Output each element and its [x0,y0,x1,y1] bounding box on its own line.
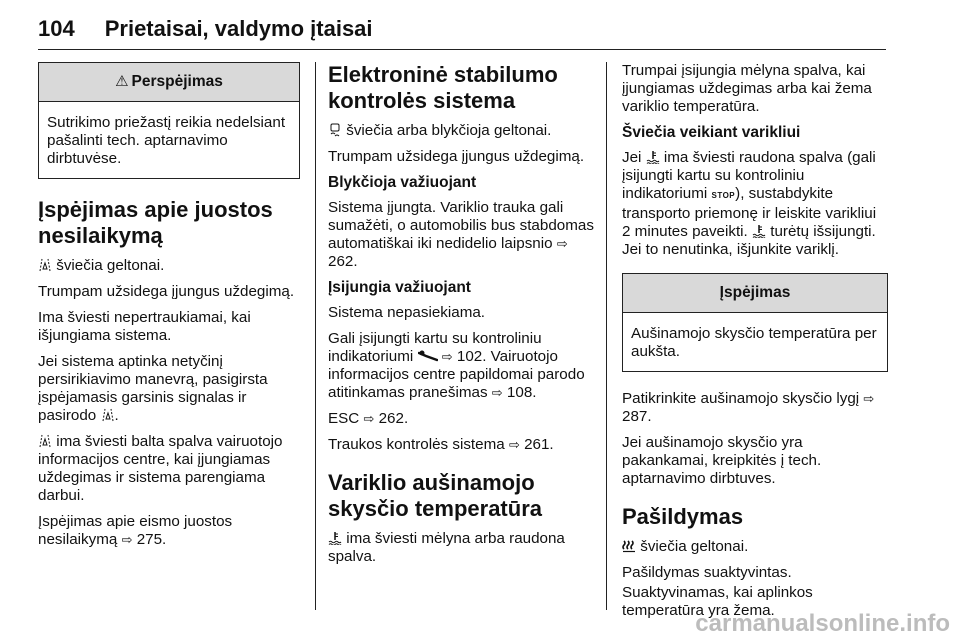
section-title-esc: Elektroninė stabilumo kontrolės sistema [328,62,558,113]
warning-triangle-icon: ⚠ [115,73,129,90]
subheading-blinking: Blykčioja važiuojant [328,174,477,191]
subheading-engine-running: Šviečia veikiant varikliui [622,124,801,141]
paragraph: šviečia arba blykčioja geltonai. [328,122,600,140]
paragraph: Trumpam užsidega įjungus uždegimą. [38,283,295,300]
header-rule [38,49,886,50]
page-header [38,16,373,42]
column-1 [38,62,300,557]
page-ref[interactable]: 287. [622,408,652,425]
page-title: Prietaisai, valdymo įtaisai [104,16,373,41]
paragraph: šviečia geltonai. [38,257,300,275]
page-ref-icon: ⇨ [363,411,375,426]
stop-indicator-icon: STOP [711,191,736,200]
lane-departure-icon [38,434,52,448]
coolant-temperature-icon [752,224,766,238]
page-ref-icon: ⇨ [491,385,503,400]
watermark: carmanualsonline.info [695,610,950,637]
paragraph: Jei sistema aptinka netyčinį persirikiavimo manevrą, pasigirsta įspėjamasis garsinis signalas ir pasirodo . [38,353,268,424]
caution-box-body: Aušinamojo skysčio temperatūra per aukšta. [631,325,877,360]
paragraph: Pašildymas suaktyvintas. [622,564,792,581]
warning-box-header [39,63,299,102]
column-2 [328,62,600,574]
paragraph: ima šviesti mėlyna arba raudona spalva. [328,530,565,565]
paragraph: Patikrinkite aušinamojo skysčio lygį ⇨ 287. [622,390,875,425]
paragraph: Gali įsijungti kartu su kontroliniu indikatoriumi ⇨ 102. Vairuotojo informacijos centre papildomai parodo atitinkamas pranešimas ⇨ 108. [328,330,585,401]
column-3 [622,62,888,628]
glow-plug-icon [622,539,636,553]
paragraph: šviečia geltonai. [622,538,888,556]
column-divider [315,62,316,610]
page-ref-icon: ⇨ [556,236,568,251]
caution-box-header: Įspėjimas [623,274,887,313]
page-ref-icon: ⇨ [508,437,520,452]
warning-box-title: Perspėjimas [131,73,223,90]
page-ref-icon: ⇨ [863,391,875,406]
section-title-preheating: Pašildymas [622,504,744,529]
paragraph: ima šviesti balta spalva vairuotojo informacijos centre, kai įjungiamas uždegimas ir sistema parengiama darbui. [38,433,283,504]
paragraph: Trumpam užsidega įjungus uždegimą. [328,148,585,165]
paragraph: Jei aušinamojo skysčio yra pakankamai, kreipkitės į tech. aptarnavimo dirbtuves. [622,434,822,487]
paragraph: Suaktyvinamas, kai aplinkos temperatūra yra žema. [622,584,813,619]
page-ref[interactable]: 261. [524,436,554,453]
page-ref-icon: ⇨ [121,532,133,547]
caution-box [622,273,888,372]
page-ref-icon: ⇨ [441,349,453,364]
esc-skid-icon [328,123,342,137]
paragraph: Sistema nepasiekiama. [328,304,486,321]
page-ref[interactable]: 275. [136,531,167,548]
page-ref[interactable]: 262. [328,253,358,270]
paragraph: Traukos kontrolės sistema ⇨ 261. [328,436,554,453]
paragraph: ESC ⇨ 262. [328,410,409,427]
page-ref[interactable]: 102. [456,348,487,365]
paragraph: Ima šviesti nepertraukiamai, kai išjungiama sistema. [38,309,251,344]
paragraph: Jei ima šviesti raudona spalva (gali įsijungti kartu su kontroliniu indikatoriumi STOP), sustabdykite transporto priemonę ir leiskite varikliui 2 minutes paveikti. turėtų išsijungti. Jei to nenutinka, išjunkite variklį. [622,149,877,258]
subheading-while-driving: Įsijungia važiuojant [328,279,471,296]
section-title-coolant: Variklio aušinamojo skysčio temperatūra [328,470,542,521]
paragraph: Įspėjimas apie eismo juostos nesilaikymą ⇨ 275. [38,513,233,548]
warning-box-body: Sutrikimo priežastį reikia nedelsiant pašalinti tech. aptarnavimo dirbtuvėse. [47,114,286,167]
coolant-temperature-icon [646,150,660,164]
paragraph: Sistema įjungta. Variklio trauka gali sumažėti, o automobilis bus stabdomas automatiškai iki nedidelio laipsnio ⇨ 262. [328,199,594,270]
warning-box [38,62,300,179]
coolant-temperature-icon [328,531,342,545]
column-divider [606,62,607,610]
lane-departure-icon [38,258,52,272]
paragraph: Trumpai įsijungia mėlyna spalva, kai įjungiamas uždegimas arba kai žema variklio temperatūra. [622,62,872,115]
section-title-lane-departure: Įspėjimas apie juostos nesilaikymą [38,197,273,248]
page-number: 104 [38,16,75,41]
steering-wrench-icon [418,349,438,363]
page-ref[interactable]: 262. [378,410,409,427]
page-ref[interactable]: 108. [506,384,537,401]
lane-departure-icon [101,408,115,422]
